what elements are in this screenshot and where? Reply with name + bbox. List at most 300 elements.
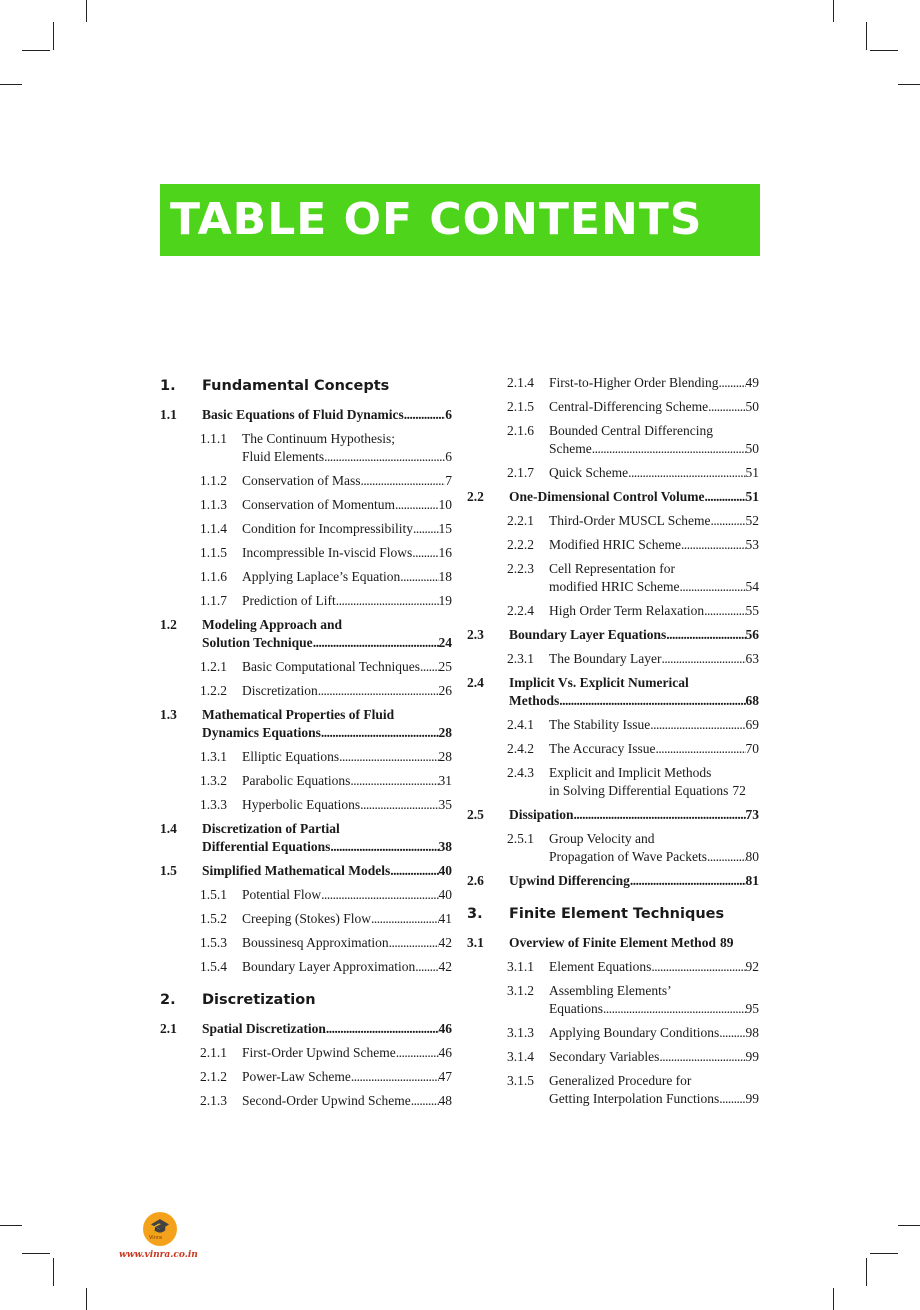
entry-title: Applying Boundary Conditions	[549, 1025, 720, 1040]
entry-body	[202, 616, 452, 652]
entry-title: Methods	[509, 693, 560, 708]
entry-number: 1.3	[160, 707, 177, 722]
crop-mark	[22, 50, 50, 51]
entry-title-line	[242, 658, 452, 676]
entry-title-line	[242, 910, 452, 928]
page-number: 42	[438, 935, 452, 950]
toc-subsection[interactable]	[160, 472, 452, 490]
dot-leader	[396, 1044, 439, 1062]
entry-title-line	[549, 536, 759, 554]
entry-body	[549, 422, 759, 458]
dot-leader	[708, 398, 745, 416]
entry-body	[242, 1044, 452, 1062]
entry-body	[509, 806, 759, 824]
dot-leader	[559, 692, 745, 710]
dot-leader	[412, 544, 438, 562]
entry-number: 2.4.3	[507, 765, 534, 780]
entry-number: 2.5.1	[507, 831, 534, 846]
entry-number: 2.4	[467, 675, 484, 690]
entry-body	[549, 398, 759, 416]
entry-number: 1.5.1	[200, 887, 227, 902]
entry-title-line: Modeling Approach and	[202, 617, 343, 632]
entry-title: The Stability Issue	[549, 717, 651, 732]
crop-mark	[866, 22, 867, 50]
entry-title-line	[242, 568, 452, 586]
entry-title: Secondary Variables	[549, 1049, 660, 1064]
dot-leader	[655, 740, 745, 758]
toc-chapter	[467, 902, 759, 926]
entry-title-line	[549, 1090, 759, 1108]
entry-title-line: Assembling Elements’	[549, 983, 672, 998]
chapter-title: Fundamental Concepts	[202, 378, 390, 394]
page-number: 95	[745, 1001, 759, 1016]
entry-body	[549, 830, 759, 866]
entry-body	[509, 488, 759, 506]
entry-title-line: Discretization of Partial	[202, 821, 340, 836]
page-number: 63	[745, 651, 759, 666]
page-number: 31	[438, 773, 452, 788]
entry-number: 2.2.4	[507, 603, 534, 618]
toc-subsection[interactable]	[160, 520, 452, 538]
page-number: 6	[445, 407, 452, 422]
entry-title-line	[202, 862, 452, 880]
entry-title: Boundary Layer Approximation	[242, 959, 416, 974]
entry-title-line	[549, 512, 759, 530]
page-number: 42	[438, 959, 452, 974]
entry-title-line	[549, 782, 759, 800]
page-number: 54	[745, 579, 759, 594]
entry-number: 1.5	[160, 863, 177, 878]
entry-title: The Boundary Layer	[549, 651, 662, 666]
dot-leader	[574, 806, 746, 824]
toc-subsection[interactable]	[160, 1092, 452, 1110]
entry-body	[549, 1072, 759, 1108]
toc-subsection[interactable]	[160, 592, 452, 610]
toc-subsection[interactable]	[160, 796, 452, 814]
entry-title-line	[202, 724, 452, 742]
dot-leader	[326, 1020, 439, 1038]
entry-title: Spatial Discretization	[202, 1021, 326, 1036]
entry-body	[549, 1024, 759, 1042]
entry-number: 2.5	[467, 807, 484, 822]
entry-number: 1.1.2	[200, 473, 227, 488]
dot-leader	[371, 910, 439, 928]
entry-title: Boundary Layer Equations	[509, 627, 667, 642]
chapter-title: Finite Element Techniques	[509, 906, 725, 922]
entry-title: Condition for Incompressibility	[242, 521, 413, 536]
entry-number: 2.3.1	[507, 651, 534, 666]
toc-section[interactable]	[467, 626, 759, 644]
entry-title: Applying Laplace’s Equation	[242, 569, 401, 584]
toc-left-column	[160, 374, 452, 1116]
entry-body	[242, 472, 452, 490]
dot-leader	[661, 650, 745, 668]
crop-mark	[86, 0, 87, 22]
entry-title: Modified HRIC Scheme	[549, 537, 681, 552]
toc-subsection[interactable]	[467, 1024, 759, 1042]
toc-subsection[interactable]	[160, 934, 452, 952]
entry-title-line	[242, 958, 452, 976]
page-number: 49	[745, 375, 759, 390]
toc-subsection[interactable]	[467, 764, 759, 800]
toc-subsection[interactable]	[160, 544, 452, 562]
toc-subsection[interactable]	[160, 1044, 452, 1062]
entry-title: Quick Scheme	[549, 465, 629, 480]
dot-leader	[592, 440, 746, 458]
entry-number: 1.1.4	[200, 521, 227, 536]
entry-title: Boussinesq Approximation	[242, 935, 389, 950]
toc-section[interactable]	[467, 934, 759, 952]
entry-number: 3.1.1	[507, 959, 534, 974]
dot-leader	[321, 724, 439, 742]
entry-title-line	[509, 692, 759, 710]
page-number: 46	[438, 1021, 452, 1036]
toc-subsection[interactable]	[467, 464, 759, 482]
page-number: 28	[438, 725, 452, 740]
dot-leader	[679, 578, 745, 596]
entry-body	[202, 862, 452, 880]
toc-subsection[interactable]	[467, 650, 759, 668]
toc-subsection[interactable]	[160, 1068, 452, 1086]
toc-subsection[interactable]	[160, 496, 452, 514]
toc-subsection[interactable]	[160, 682, 452, 700]
entry-title-line	[242, 796, 452, 814]
dot-leader	[400, 568, 438, 586]
entry-number: 1.1	[160, 407, 177, 422]
page-number: 7	[445, 473, 452, 488]
toc-subsection[interactable]	[467, 1072, 759, 1108]
page-number: 15	[438, 521, 452, 536]
chapter-number: 1.	[160, 378, 176, 394]
toc-subsection[interactable]	[160, 958, 452, 976]
toc-section[interactable]	[467, 872, 759, 890]
dot-leader	[659, 1048, 745, 1066]
dot-leader	[404, 406, 445, 424]
entry-number: 1.5.3	[200, 935, 227, 950]
entry-body	[549, 650, 759, 668]
toc-subsection[interactable]	[467, 512, 759, 530]
entry-body	[549, 464, 759, 482]
page-number: 89	[719, 935, 734, 950]
logo-wordmark: Vinra	[149, 1235, 162, 1241]
entry-body	[509, 872, 759, 890]
entry-title: The Accuracy Issue	[549, 741, 656, 756]
page-number: 38	[438, 839, 452, 854]
entry-number: 2.1.5	[507, 399, 534, 414]
entry-title-line	[202, 838, 452, 856]
entry-body	[242, 568, 452, 586]
entry-body	[242, 886, 452, 904]
entry-body	[509, 934, 759, 952]
dot-leader	[630, 872, 746, 890]
dot-leader	[705, 488, 746, 506]
entry-body	[242, 748, 452, 766]
entry-title: Incompressible In-viscid Flows	[242, 545, 413, 560]
entry-number: 2.1.7	[507, 465, 534, 480]
entry-body	[242, 496, 452, 514]
toc-chapter	[160, 374, 452, 398]
toc-right-column	[467, 374, 759, 1114]
entry-title-line	[242, 772, 452, 790]
dot-leader	[330, 838, 438, 856]
page-number: 55	[745, 603, 759, 618]
entry-body	[549, 716, 759, 734]
entry-number: 1.3.1	[200, 749, 227, 764]
entry-body	[509, 626, 759, 644]
entry-title-line	[509, 872, 759, 890]
entry-title: Basic Equations of Fluid Dynamics	[202, 407, 404, 422]
entry-title-line	[242, 1092, 452, 1110]
page-number: 51	[745, 489, 759, 504]
crop-mark	[898, 84, 920, 85]
crop-mark	[86, 1288, 87, 1310]
page-number: 18	[438, 569, 452, 584]
entry-body	[549, 374, 759, 392]
entry-title: Dynamics Equations	[202, 725, 321, 740]
page-number: 80	[745, 849, 759, 864]
entry-number: 2.2	[467, 489, 484, 504]
dot-leader	[350, 772, 438, 790]
toc-subsection[interactable]	[467, 602, 759, 620]
toc-subsection[interactable]	[467, 716, 759, 734]
toc-section[interactable]	[160, 406, 452, 424]
entry-title-line	[509, 626, 759, 644]
entry-body	[549, 764, 759, 800]
entry-number: 1.2	[160, 617, 177, 632]
entry-number: 2.1.4	[507, 375, 534, 390]
crop-mark	[866, 1258, 867, 1286]
dot-leader	[719, 1090, 745, 1108]
crop-mark	[0, 1225, 22, 1226]
page-number: 99	[745, 1091, 759, 1106]
toc-section[interactable]	[160, 706, 452, 742]
entry-title: Conservation of Momentum	[242, 497, 395, 512]
entry-body	[549, 536, 759, 554]
entry-title-line	[242, 544, 452, 562]
entry-number: 3.1.4	[507, 1049, 534, 1064]
page-number: 28	[438, 749, 452, 764]
toc-chapter	[160, 988, 452, 1012]
entry-number: 1.2.2	[200, 683, 227, 698]
entry-number: 1.1.5	[200, 545, 227, 560]
entry-title-line	[549, 848, 759, 866]
entry-body	[242, 682, 452, 700]
dot-leader	[324, 448, 445, 466]
page-number: 53	[745, 537, 759, 552]
entry-title: Solution Technique	[202, 635, 313, 650]
entry-title-line	[549, 374, 759, 392]
dot-leader	[707, 848, 746, 866]
page-number: 52	[745, 513, 759, 528]
entry-number: 2.6	[467, 873, 484, 888]
entry-title-line	[242, 520, 452, 538]
entry-body	[242, 430, 452, 466]
page-number: 92	[745, 959, 759, 974]
entry-body	[549, 560, 759, 596]
entry-title: Overview of Finite Element Method	[509, 935, 716, 950]
entry-title: Second-Order Upwind Scheme	[242, 1093, 411, 1108]
entry-title: in Solving Differential Equations	[549, 783, 729, 798]
crop-mark	[53, 1258, 54, 1286]
entry-title: High Order Term Relaxation	[549, 603, 705, 618]
page-number: 50	[745, 441, 759, 456]
entry-body	[549, 958, 759, 976]
entry-number: 3.1.2	[507, 983, 534, 998]
entry-number: 1.2.1	[200, 659, 227, 674]
chapter-number: 3.	[467, 906, 483, 922]
toc-section[interactable]	[467, 674, 759, 710]
entry-body	[549, 1048, 759, 1066]
entry-title-line	[549, 464, 759, 482]
entry-number: 2.2.3	[507, 561, 534, 576]
toc-subsection[interactable]	[467, 536, 759, 554]
entry-number: 2.1	[160, 1021, 177, 1036]
dot-leader	[395, 496, 439, 514]
toc-subsection[interactable]	[160, 886, 452, 904]
toc-section[interactable]	[160, 820, 452, 856]
toc-section[interactable]	[160, 862, 452, 880]
toc-subsection[interactable]	[467, 398, 759, 416]
page-number: 73	[745, 807, 759, 822]
entry-number: 3.1.5	[507, 1073, 534, 1088]
entry-title: Upwind Differencing	[509, 873, 630, 888]
page-number: 48	[438, 1093, 452, 1108]
entry-title: Element Equations	[549, 959, 652, 974]
entry-title: Discretization	[242, 683, 318, 698]
entry-body	[242, 544, 452, 562]
dot-leader	[336, 592, 439, 610]
entry-title: modified HRIC Scheme	[549, 579, 680, 594]
dot-leader	[718, 374, 745, 392]
entry-title: Prediction of Lift	[242, 593, 336, 608]
entry-body	[242, 934, 452, 952]
page-number: 25	[438, 659, 452, 674]
toc-section[interactable]	[467, 488, 759, 506]
entry-title-line: Generalized Procedure for	[549, 1073, 692, 1088]
entry-title-line	[242, 1068, 452, 1086]
entry-title: Simplified Mathematical Models	[202, 863, 391, 878]
entry-body	[242, 520, 452, 538]
entry-body	[509, 674, 759, 710]
entry-title-line: Implicit Vs. Explicit Numerical	[509, 675, 689, 690]
page-number: 56	[745, 627, 759, 642]
page-number: 19	[438, 593, 452, 608]
toc-subsection[interactable]	[160, 748, 452, 766]
entry-body	[242, 796, 452, 814]
toc-subsection[interactable]	[467, 1048, 759, 1066]
entry-number: 2.1.1	[200, 1045, 227, 1060]
entry-number: 1.1.1	[200, 431, 227, 446]
toc-subsection[interactable]	[467, 374, 759, 392]
page-number: 40	[438, 887, 452, 902]
toc-subsection[interactable]	[467, 982, 759, 1018]
toc-section[interactable]	[160, 1020, 452, 1038]
toc-subsection[interactable]	[467, 830, 759, 866]
entry-number: 3.1	[467, 935, 484, 950]
dot-leader	[411, 1092, 439, 1110]
toc-subsection[interactable]	[160, 772, 452, 790]
entry-title: Creeping (Stokes) Flow	[242, 911, 371, 926]
page-number: 70	[745, 741, 759, 756]
toc-subsection[interactable]	[467, 740, 759, 758]
toc-subsection[interactable]	[160, 658, 452, 676]
toc-subsection[interactable]	[160, 430, 452, 466]
crop-mark	[898, 1225, 920, 1226]
entry-title: Equations	[549, 1001, 603, 1016]
crop-mark	[870, 50, 898, 51]
page-number: 46	[438, 1045, 452, 1060]
dot-leader	[360, 796, 438, 814]
dot-leader	[389, 934, 439, 952]
toc-subsection[interactable]	[467, 560, 759, 596]
entry-body	[202, 1020, 452, 1038]
crop-mark	[833, 0, 834, 22]
crop-mark	[0, 84, 22, 85]
entry-title-line	[549, 1024, 759, 1042]
page-number: 99	[745, 1049, 759, 1064]
entry-number: 1.1.3	[200, 497, 227, 512]
dot-leader	[719, 1024, 745, 1042]
entry-body	[242, 958, 452, 976]
dot-leader	[321, 886, 438, 904]
toc-subsection[interactable]	[467, 958, 759, 976]
entry-body	[202, 406, 452, 424]
toc-section[interactable]	[467, 806, 759, 824]
page-number: 51	[745, 465, 759, 480]
entry-number: 1.3.3	[200, 797, 227, 812]
entry-number: 1.1.6	[200, 569, 227, 584]
entry-title-line	[549, 1048, 759, 1066]
entry-title-line	[242, 448, 452, 466]
toc-subsection[interactable]	[467, 422, 759, 458]
page-number: 16	[438, 545, 452, 560]
toc-section[interactable]	[160, 616, 452, 652]
page-number: 24	[438, 635, 452, 650]
entry-title-line	[242, 1044, 452, 1062]
page-number: 69	[745, 717, 759, 732]
entry-number: 1.4	[160, 821, 177, 836]
entry-title-line	[549, 650, 759, 668]
entry-title-line	[549, 958, 759, 976]
entry-title-line	[549, 1000, 759, 1018]
dot-leader	[361, 472, 446, 490]
page-number: 68	[745, 693, 759, 708]
entry-title: Scheme	[549, 441, 592, 456]
dot-leader	[420, 658, 438, 676]
page-number: 47	[438, 1069, 452, 1084]
chapter-number: 2.	[160, 992, 176, 1008]
dot-leader	[666, 626, 745, 644]
page-number: 6	[445, 449, 452, 464]
entry-number: 3.1.3	[507, 1025, 534, 1040]
entry-title: Conservation of Mass	[242, 473, 361, 488]
entry-body	[549, 602, 759, 620]
entry-title-line	[242, 934, 452, 952]
entry-title: Basic Computational Techniques	[242, 659, 421, 674]
page-number: 98	[745, 1025, 759, 1040]
dot-leader	[628, 464, 745, 482]
page-number: 10	[438, 497, 452, 512]
entry-number: 2.1.6	[507, 423, 534, 438]
page-number: 50	[745, 399, 759, 414]
entry-title-line	[242, 748, 452, 766]
entry-body	[202, 706, 452, 742]
toc-subsection[interactable]	[160, 568, 452, 586]
graduation-cap-icon: 🎓	[150, 1217, 170, 1236]
toc-subsection[interactable]	[160, 910, 452, 928]
page-number: 26	[438, 683, 452, 698]
dot-leader	[318, 682, 439, 700]
